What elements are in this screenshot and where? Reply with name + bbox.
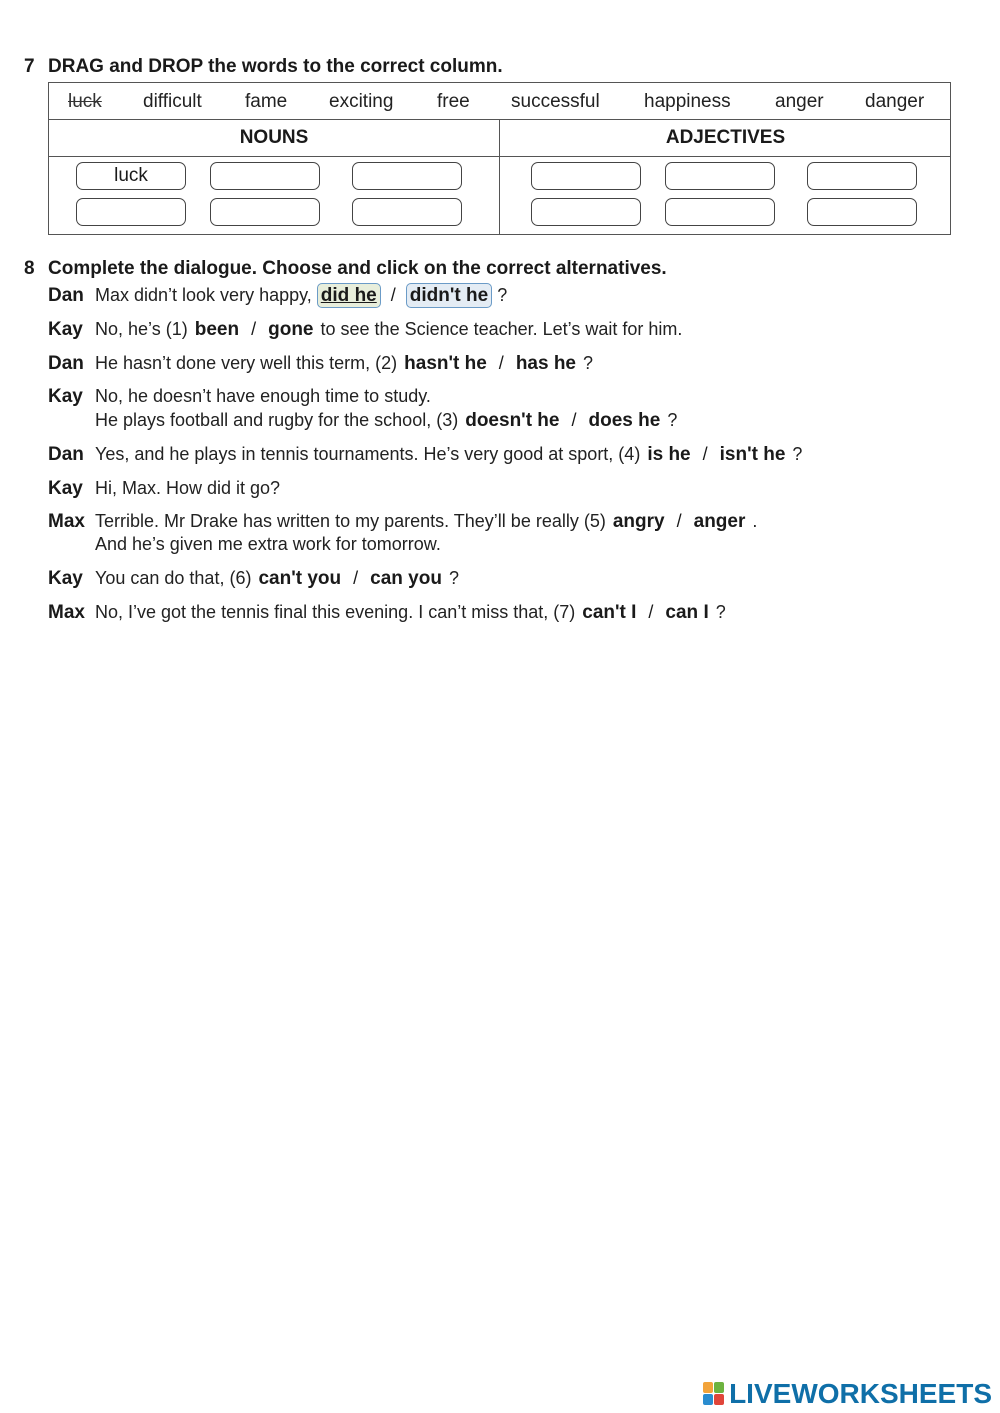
option-has-he[interactable]: has he — [515, 353, 577, 374]
speaker-name: Dan — [48, 444, 84, 465]
dialogue-line — [48, 283, 507, 308]
brand-name: LIVEWORKSHEETS — [729, 1378, 992, 1409]
dialogue-line-continued — [48, 408, 677, 433]
line-text: No, he’s (1) — [95, 319, 188, 339]
option-cant-i[interactable]: can't I — [582, 602, 637, 623]
option-hasnt-he[interactable]: hasn't he — [404, 353, 487, 374]
line-text: Terrible. Mr Drake has written to my parents. They’ll be really (5) — [95, 511, 606, 531]
word-difficult[interactable]: difficult — [143, 91, 202, 112]
word-happiness[interactable]: happiness — [644, 91, 731, 112]
dialogue-line — [48, 351, 593, 376]
noun-slot-5[interactable] — [210, 198, 320, 226]
option-does-he[interactable]: does he — [588, 410, 661, 431]
column-header-row — [48, 119, 951, 157]
speaker-name: Kay — [48, 319, 83, 340]
speaker-name: Dan — [48, 285, 84, 306]
line-end: . — [752, 511, 758, 531]
dialogue-line — [48, 476, 280, 501]
noun-slot-6[interactable] — [352, 198, 462, 226]
dialogue-line — [48, 442, 802, 467]
option-cant-you[interactable]: can't you — [258, 568, 342, 589]
line-end: ? — [497, 285, 508, 305]
speaker-name: Dan — [48, 353, 84, 374]
exercise-8-title: Complete the dialogue. Choose and click on the correct alternatives. — [48, 258, 667, 279]
word-luck[interactable]: luck — [68, 91, 102, 112]
speaker-name: Max — [48, 602, 85, 623]
word-bank — [48, 82, 951, 120]
word-danger[interactable]: danger — [865, 91, 925, 112]
option-separator: / — [390, 285, 396, 305]
speaker-name: Kay — [48, 386, 83, 407]
column-divider — [499, 156, 500, 234]
line-text: No, he doesn’t have enough time to study. — [95, 386, 431, 406]
drop-zone-row — [48, 156, 951, 235]
option-separator: / — [676, 511, 682, 531]
line-text: No, I’ve got the tennis final this evening. I can’t miss that, (7) — [95, 602, 576, 622]
line-end: ? — [667, 410, 678, 430]
line-text: He hasn’t done very well this term, (2) — [95, 353, 398, 373]
word-free[interactable]: free — [437, 91, 470, 112]
exercise-8-number: 8 — [24, 258, 35, 279]
noun-slot-4[interactable] — [76, 198, 186, 226]
line-text: Max didn’t look very happy, — [95, 285, 312, 305]
speaker-name: Kay — [48, 568, 83, 589]
line-text: And he’s given me extra work for tomorrow. — [95, 534, 441, 554]
dialogue-line — [48, 600, 726, 625]
option-separator: / — [498, 353, 504, 373]
line-end: ? — [715, 602, 726, 622]
adjective-slot-4[interactable] — [531, 198, 641, 226]
line-end: ? — [448, 568, 459, 588]
option-didnt-he[interactable]: didn't he — [406, 283, 492, 308]
noun-slot-3[interactable] — [352, 162, 462, 190]
word-fame[interactable]: fame — [245, 91, 288, 112]
option-is-he[interactable]: is he — [647, 444, 691, 465]
option-can-i[interactable]: can I — [665, 602, 709, 623]
line-text: He plays football and rugby for the school, (3) — [95, 410, 459, 430]
word-exciting[interactable]: exciting — [329, 91, 394, 112]
option-isnt-he[interactable]: isn't he — [719, 444, 786, 465]
dialogue-line — [48, 566, 459, 591]
option-separator: / — [353, 568, 359, 588]
exercise-7-title: DRAG and DROP the words to the correct column. — [48, 56, 503, 77]
adjective-slot-6[interactable] — [807, 198, 917, 226]
option-doesnt-he[interactable]: doesn't he — [465, 410, 560, 431]
nouns-header: NOUNS — [239, 127, 309, 148]
option-separator: / — [702, 444, 708, 464]
dialogue-line — [48, 317, 682, 342]
noun-slot-2[interactable] — [210, 162, 320, 190]
dialogue-line — [48, 384, 431, 409]
dialogue-line — [48, 509, 757, 534]
dialogue-line-continued — [48, 532, 441, 556]
option-been[interactable]: been — [194, 319, 240, 340]
option-separator: / — [251, 319, 257, 339]
line-text: Hi, Max. How did it go? — [95, 478, 281, 498]
line-end: to see the Science teacher. Let’s wait for him. — [320, 319, 683, 339]
speaker-name: Kay — [48, 478, 83, 499]
line-end: ? — [583, 353, 594, 373]
option-separator: / — [571, 410, 577, 430]
line-end: ? — [792, 444, 803, 464]
adjectives-header: ADJECTIVES — [665, 127, 786, 148]
word-anger[interactable]: anger — [775, 91, 824, 112]
word-successful[interactable]: successful — [511, 91, 600, 112]
exercise-7-number: 7 — [24, 56, 35, 77]
option-can-you[interactable]: can you — [370, 568, 442, 589]
adjective-slot-2[interactable] — [665, 162, 775, 190]
line-text: You can do that, (6) — [95, 568, 252, 588]
noun-slot-1[interactable]: luck — [76, 162, 186, 190]
option-anger[interactable]: anger — [693, 511, 746, 532]
adjective-slot-3[interactable] — [807, 162, 917, 190]
logo-mark-icon — [703, 1382, 725, 1406]
liveworksheets-logo — [703, 1376, 992, 1412]
line-text: Yes, and he plays in tennis tournaments. He’s very good at sport, (4) — [95, 444, 641, 464]
adjective-slot-1[interactable] — [531, 162, 641, 190]
speaker-name: Max — [48, 511, 85, 532]
option-did-he[interactable]: did he — [317, 283, 381, 308]
option-angry[interactable]: angry — [612, 511, 665, 532]
adjective-slot-5[interactable] — [665, 198, 775, 226]
option-gone[interactable]: gone — [268, 319, 314, 340]
option-separator: / — [648, 602, 654, 622]
